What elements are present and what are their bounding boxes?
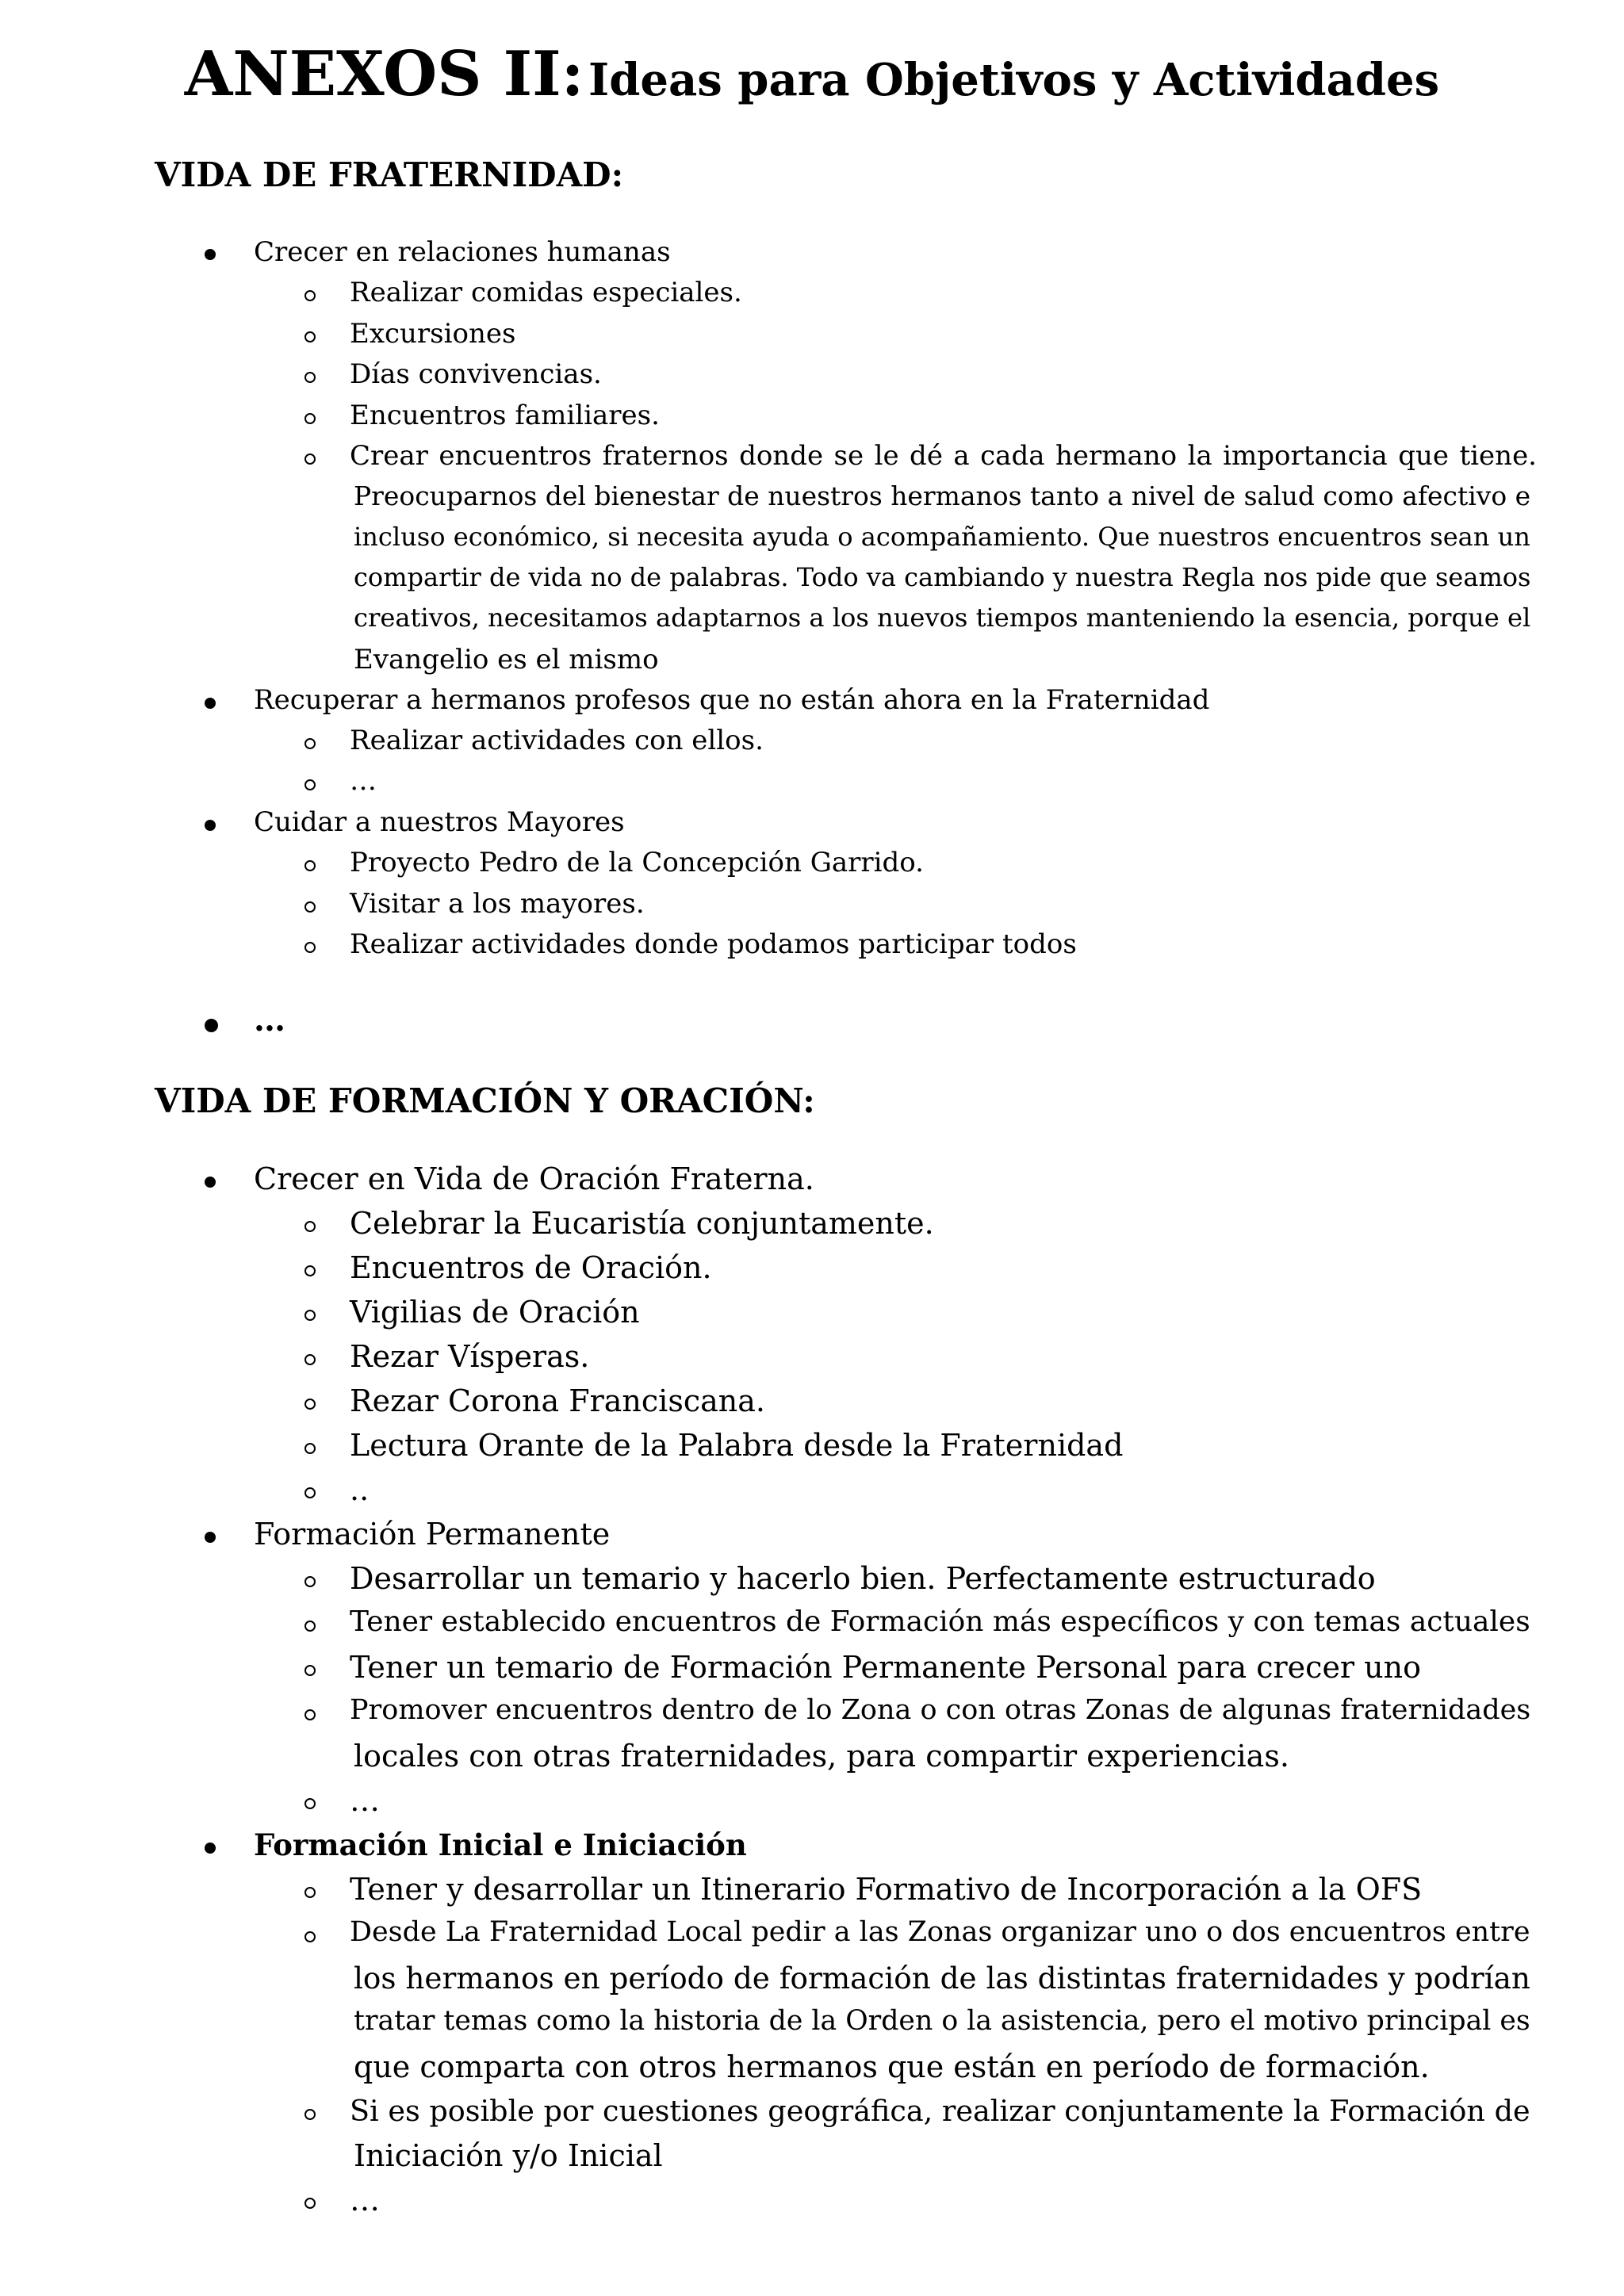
circle-bullet-icon xyxy=(304,779,316,790)
circle-bullet-icon xyxy=(304,331,316,342)
circle-bullet-icon xyxy=(304,1798,316,1809)
sub-list-item: Proyecto Pedro de la Concepción Garrido. xyxy=(350,847,924,878)
circle-bullet-icon xyxy=(304,1310,316,1321)
title-main: ANEXOS II: xyxy=(184,38,584,110)
circle-bullet-icon xyxy=(304,453,316,465)
bullet-icon xyxy=(205,1019,218,1032)
paragraph-line: Iniciación y/o Inicial xyxy=(354,2138,663,2173)
circle-bullet-icon xyxy=(304,1354,316,1365)
circle-bullet-icon xyxy=(304,901,316,913)
paragraph-line: Preocuparnos del bienestar de nuestros hermanos tanto a nivel de salud como afectivo e xyxy=(354,480,1531,511)
sub-list-item: Encuentros familiares. xyxy=(350,400,660,431)
list-item: Recuperar a hermanos profesos que no están ahora en la Fraternidad xyxy=(254,684,1210,716)
circle-bullet-icon xyxy=(304,1931,316,1942)
list-item: Crecer en relaciones humanas xyxy=(254,236,671,268)
paragraph-line: incluso económico, si necesita ayuda o acompañamiento. Que nuestros encuentros sean un xyxy=(354,522,1530,552)
sub-list-item: Desarrollar un temario y hacerlo bien. Perfectamente estructurado xyxy=(350,1561,1376,1596)
sub-list-item: Excursiones xyxy=(350,318,516,350)
paragraph-line: locales con otras fraternidades, para compartir experiencias. xyxy=(354,1739,1289,1774)
list-item: … xyxy=(254,1001,285,1039)
sub-list-item: Tener establecido encuentros de Formación más específicos y con temas actuales xyxy=(350,1605,1530,1638)
bullet-icon xyxy=(205,1843,216,1854)
sub-list-item: Vigilias de Oración xyxy=(350,1295,640,1330)
paragraph-line: Crear encuentros fraternos donde se le dé a cada hermano la importancia que tiene. xyxy=(350,440,1537,472)
circle-bullet-icon xyxy=(304,1887,316,1898)
circle-bullet-icon xyxy=(304,942,316,953)
section-heading-fraternidad: VIDA DE FRATERNIDAD: xyxy=(155,155,624,194)
list-item: Formación Permanente xyxy=(254,1517,611,1552)
paragraph-line: Evangelio es el mismo xyxy=(354,644,659,675)
sub-list-item: Tener y desarrollar un Itinerario Formativo de Incorporación a la OFS xyxy=(350,1872,1423,1907)
circle-bullet-icon xyxy=(304,1576,316,1587)
circle-bullet-icon xyxy=(304,290,316,301)
circle-bullet-icon xyxy=(304,1709,316,1720)
circle-bullet-icon xyxy=(304,1265,316,1276)
paragraph-line: tratar temas como la historia de la Orden o la asistencia, pero el motivo principal es xyxy=(354,2005,1530,2037)
sub-list-item: Lectura Orante de la Palabra desde la Fraternidad xyxy=(350,1428,1124,1463)
sub-list-item: Rezar Vísperas. xyxy=(350,1339,590,1374)
sub-list-item: Celebrar la Eucaristía conjuntamente. xyxy=(350,1206,934,1241)
circle-bullet-icon xyxy=(304,2198,316,2209)
sub-list-item: … xyxy=(350,2183,380,2218)
circle-bullet-icon xyxy=(304,860,316,871)
circle-bullet-icon xyxy=(304,2109,316,2120)
sub-list-item: Realizar comidas especiales. xyxy=(350,277,742,308)
sub-list-item: … xyxy=(350,1783,380,1818)
paragraph-line: Promover encuentros dentro de lo Zona o con otras Zonas de algunas fraternidades xyxy=(350,1694,1531,1726)
title-subtitle: Ideas para Objetivos y Actividades xyxy=(588,54,1440,106)
sub-list-item: Rezar Corona Franciscana. xyxy=(350,1383,765,1418)
paragraph-line: Desde La Fraternidad Local pedir a las Zonas organizar uno o dos encuentros entre xyxy=(350,1916,1530,1948)
circle-bullet-icon xyxy=(304,1221,316,1232)
sub-list-item: Encuentros de Oración. xyxy=(350,1250,712,1285)
bullet-icon xyxy=(205,820,216,831)
paragraph-line: Si es posible por cuestiones geográfica, realizar conjuntamente la Formación de xyxy=(350,2094,1530,2128)
list-item: Formación Inicial e Iniciación xyxy=(254,1827,747,1862)
page-title xyxy=(0,38,1624,110)
circle-bullet-icon xyxy=(304,1621,316,1632)
bullet-icon xyxy=(205,1532,216,1543)
circle-bullet-icon xyxy=(304,1399,316,1410)
bullet-icon xyxy=(205,1177,216,1188)
bullet-icon xyxy=(205,249,216,260)
circle-bullet-icon xyxy=(304,738,316,749)
paragraph-line: compartir de vida no de palabras. Todo va cambiando y nuestra Regla nos pide que seamos xyxy=(354,562,1531,592)
list-item: Cuidar a nuestros Mayores xyxy=(254,806,625,838)
sub-list-item: Tener un temario de Formación Permanente Personal para crecer uno xyxy=(350,1650,1422,1685)
sub-list-item: Realizar actividades donde podamos participar todos xyxy=(350,928,1077,960)
sub-list-item: Realizar actividades con ellos. xyxy=(350,725,764,756)
circle-bullet-icon xyxy=(304,1487,316,1498)
circle-bullet-icon xyxy=(304,372,316,383)
sub-list-item: .. xyxy=(350,1472,370,1507)
bullet-icon xyxy=(205,698,216,709)
circle-bullet-icon xyxy=(304,1665,316,1676)
circle-bullet-icon xyxy=(304,413,316,424)
paragraph-line: los hermanos en período de formación de las distintas fraternidades y podrían xyxy=(354,1961,1530,1996)
sub-list-item: Días convivencias. xyxy=(350,358,602,390)
paragraph-line: que comparta con otros hermanos que están en período de formación. xyxy=(354,2049,1430,2084)
section-heading-formacion: VIDA DE FORMACIÓN Y ORACIÓN: xyxy=(155,1081,815,1120)
paragraph-line: creativos, necesitamos adaptarnos a los nuevos tiempos manteniendo la esencia, porque el xyxy=(354,603,1531,633)
sub-list-item: … xyxy=(350,765,377,797)
list-item: Crecer en Vida de Oración Fraterna. xyxy=(254,1161,814,1196)
circle-bullet-icon xyxy=(304,1443,316,1454)
sub-list-item: Visitar a los mayores. xyxy=(350,888,645,920)
